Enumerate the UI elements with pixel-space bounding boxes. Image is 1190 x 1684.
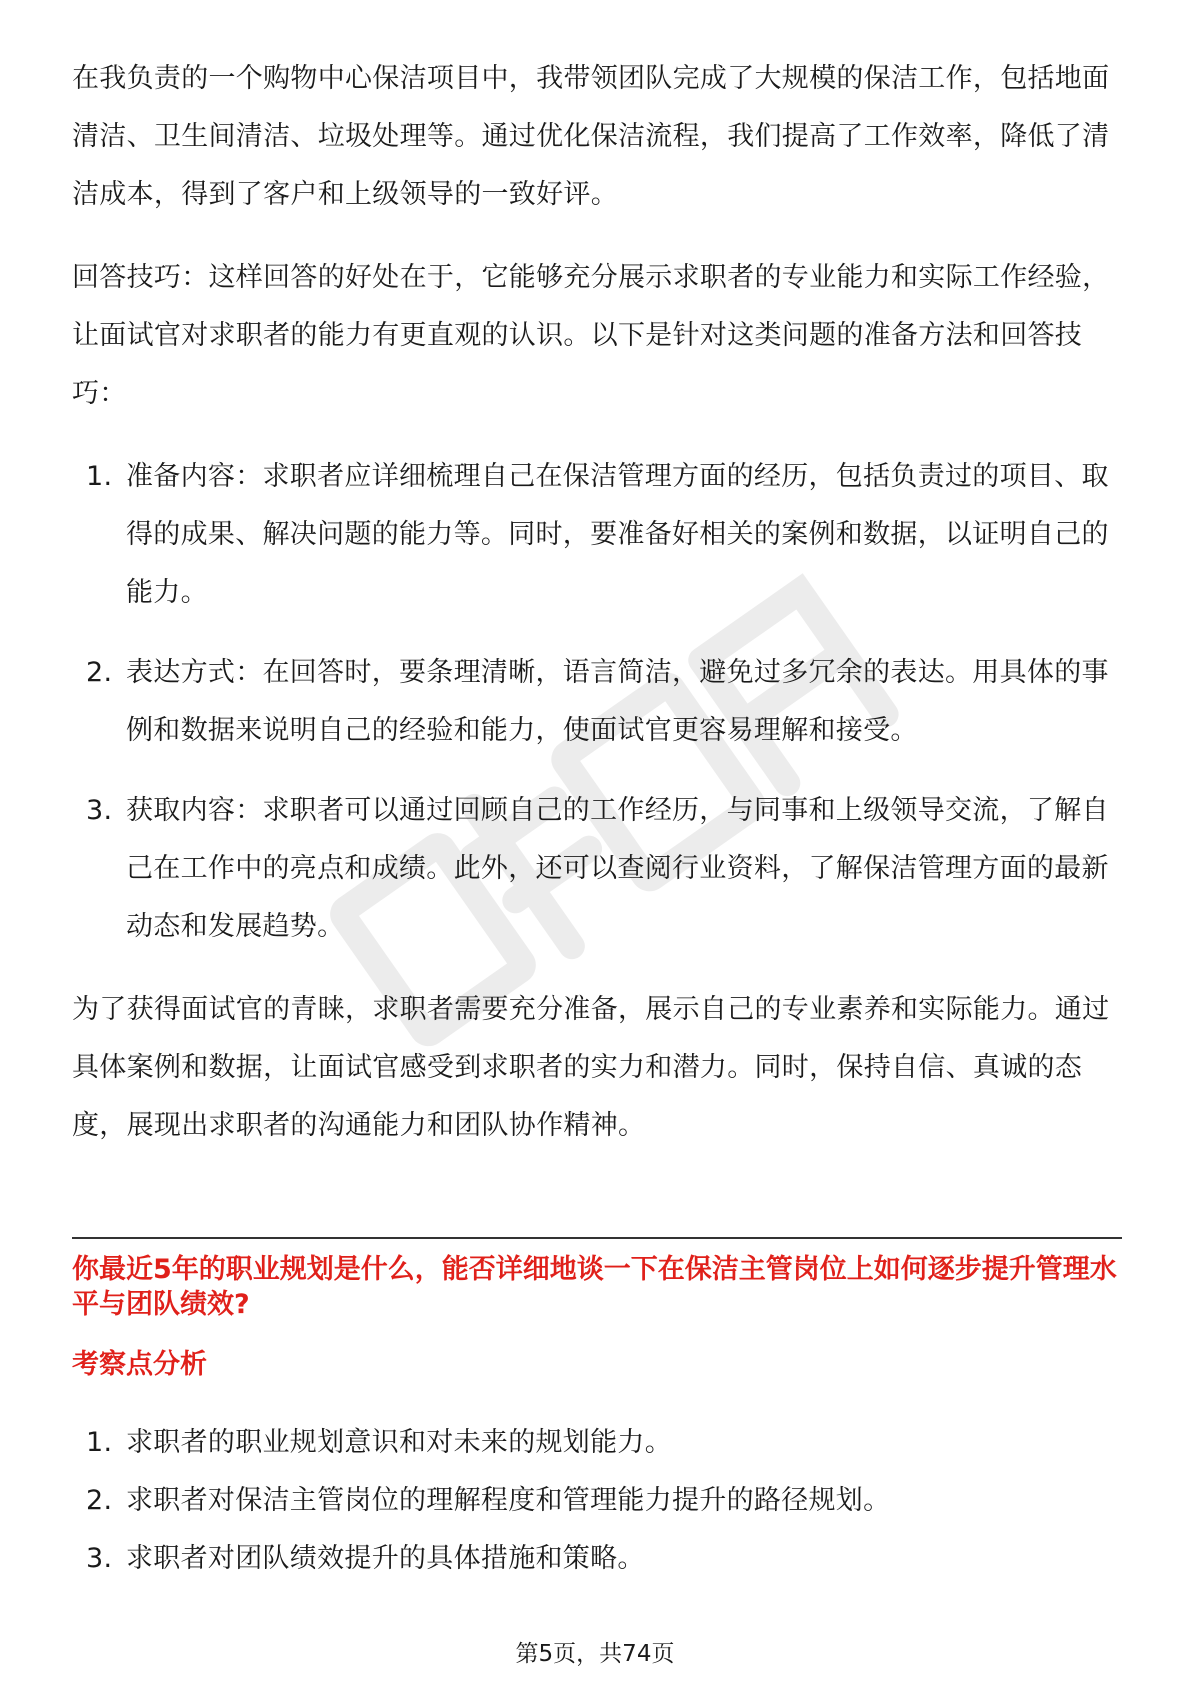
- tips-paragraph: 回答技巧：这样回答的好处在于，它能够充分展示求职者的专业能力和实际工作经验，让面试官对求职者的能力有更直观的认识。以下是针对这类问题的准备方法和回答技巧：: [72, 262, 1110, 409]
- summary-paragraph: 为了获得面试官的青睐，求职者需要充分准备，展示自己的专业素养和实际能力。通过具体案例和数据，让面试官感受到求职者的实力和潜力。同时，保持自信、真诚的态度，展现出求职者的沟通能力和团队协作精神。: [72, 994, 1110, 1141]
- intro-paragraph: 在我负责的一个购物中心保洁项目中，我带领团队完成了大规模的保洁工作，包括地面清洁、卫生间清洁、垃圾处理等。通过优化保洁流程，我们提高了工作效率，降低了清洁成本，得到了客户和上级领导的一致好评。: [72, 63, 1110, 210]
- list-item-number: 1.: [86, 1427, 113, 1458]
- list-item: [72, 1472, 1122, 1530]
- list-item: [72, 644, 1122, 760]
- tips-list: [72, 448, 1122, 956]
- list-item: [72, 782, 1122, 956]
- list-item-text: 表达方式：在回答时，要条理清晰，语言简洁，避免过多冗余的表达。用具体的事例和数据来说明自己的经验和能力，使面试官更容易理解和接受。: [126, 657, 1109, 746]
- list-item: [72, 448, 1122, 622]
- list-item-number: 3.: [86, 795, 113, 826]
- list-item-text: 求职者对团队绩效提升的具体措施和策略。: [126, 1543, 645, 1574]
- list-item-number: 3.: [86, 1543, 113, 1574]
- question-heading: 你最近5年的职业规划是什么，能否详细地谈一下在保洁主管岗位上如何逐步提升管理水平与团队绩效?: [72, 1254, 1117, 1320]
- list-item: [72, 1530, 1122, 1588]
- list-item-text: 求职者对保洁主管岗位的理解程度和管理能力提升的路径规划。: [126, 1485, 891, 1516]
- page-footer: 第5页，共74页: [515, 1641, 675, 1667]
- document-body: [72, 50, 1122, 1155]
- list-item: [72, 1414, 1122, 1472]
- section-divider: [72, 1237, 1122, 1239]
- list-item-number: 1.: [86, 461, 113, 492]
- list-item-number: 2.: [86, 1485, 113, 1516]
- analysis-heading: 考察点分析: [72, 1349, 207, 1380]
- list-item-text: 准备内容：求职者应详细梳理自己在保洁管理方面的经历，包括负责过的项目、取得的成果、解决问题的能力等。同时，要准备好相关的案例和数据，以证明自己的能力。: [126, 461, 1109, 608]
- list-item-text: 获取内容：求职者可以通过回顾自己的工作经历，与同事和上级领导交流，了解自己在工作中的亮点和成绩。此外，还可以查阅行业资料，了解保洁管理方面的最新动态和发展趋势。: [126, 795, 1109, 942]
- list-item-number: 2.: [86, 657, 113, 688]
- analysis-list: [72, 1414, 1122, 1588]
- list-item-text: 求职者的职业规划意识和对未来的规划能力。: [126, 1427, 672, 1458]
